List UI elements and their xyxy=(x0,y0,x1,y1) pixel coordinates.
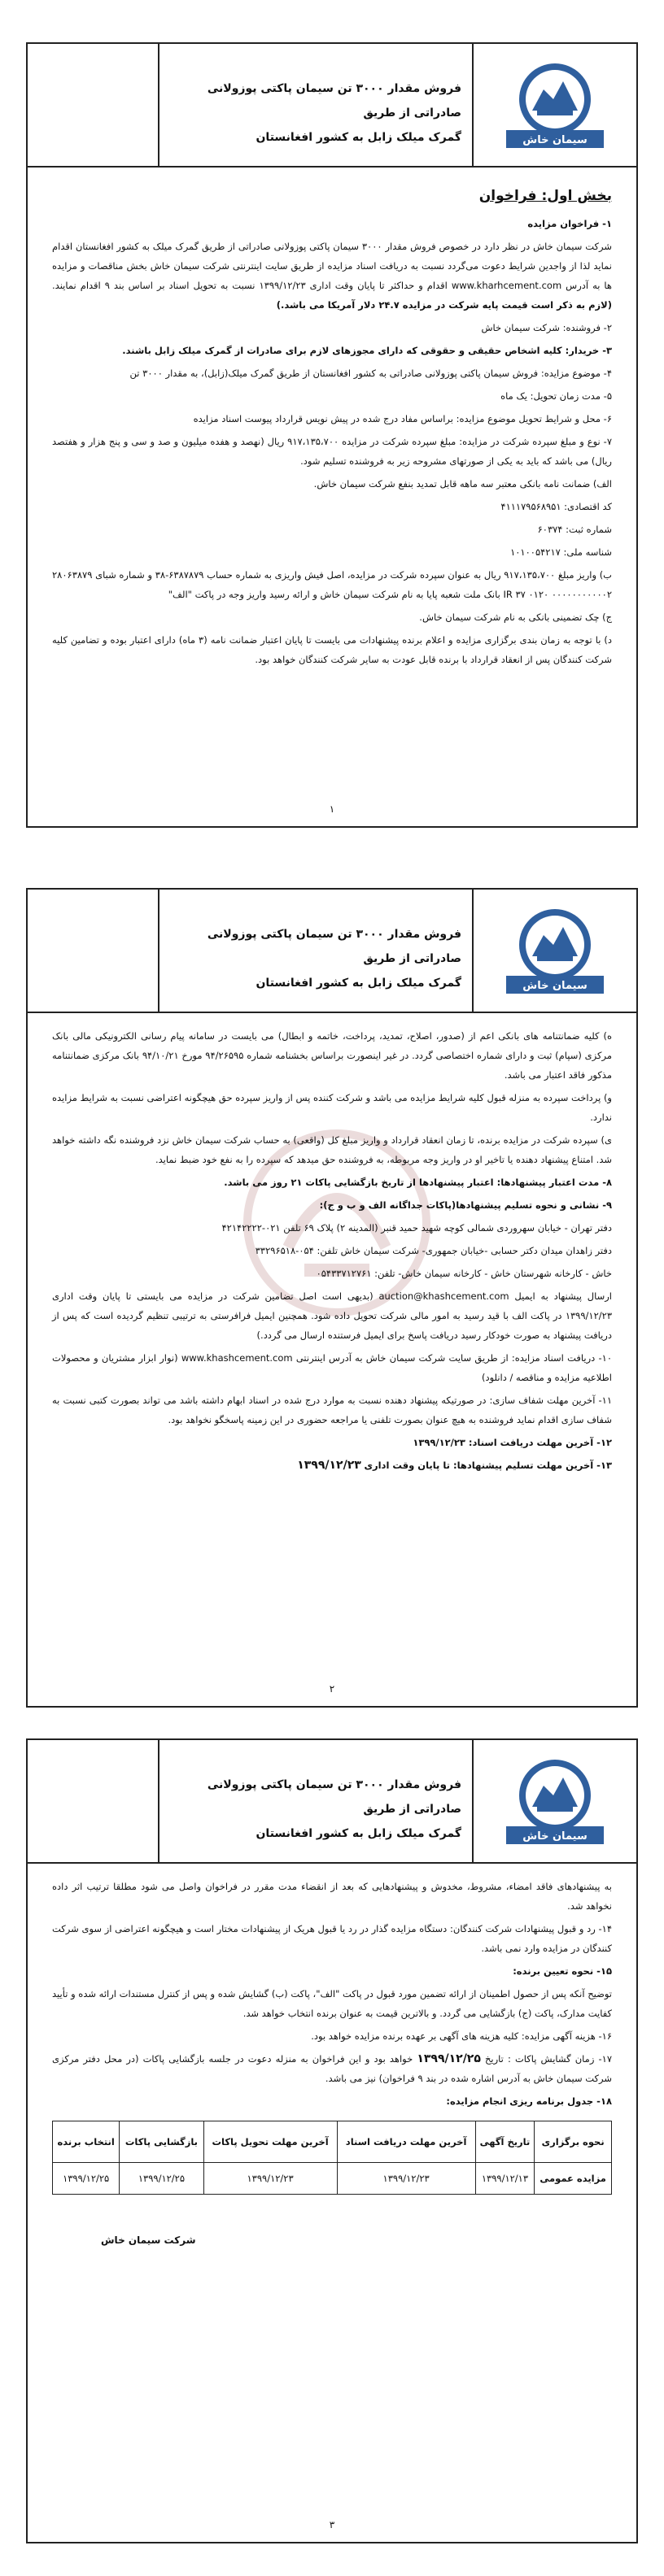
header-title-line2: گمرک میلک زابل به کشور افغانستان xyxy=(256,131,461,144)
intro-text: به پیشنهادهای فاقد امضاء، مشروط، مخدوش و پیشنهادهایی که بعد از انقضاء مدت مقرر در فراخوان واصل می شود مطلقا ترتیب اثر داده نخواهد شد. xyxy=(52,1881,612,1912)
item18-schedule-title: ۱۸- جدول برنامه ریزی انجام مزایده: xyxy=(446,2095,612,2107)
page-number: ۲ xyxy=(329,1683,335,1695)
page-header xyxy=(28,890,636,1013)
table-cell: ۱۳۹۹/۱۲/۱۳ xyxy=(475,2163,535,2195)
item15-winner-title: ۱۵- نحوه تعیین برنده: xyxy=(513,1965,612,1977)
page-header xyxy=(28,44,636,168)
item7a-guarantee: الف) ضمانت نامه بانکی معتبر سه ماهه قابل تمدید بنفع شرکت سیمان خاش. xyxy=(313,478,612,490)
item15-winner-text: توضیح آنکه پس از حصول اطمینان از ارائه تضمین مورد قبول در پاکت "الف"، پاکت (ب) گشایش شده و پس از کنترل مستندات ارائه شده و تأیید کفایت مدارک، پاکت (ج) بازگشایی می گردد. و بالاترین قیمت به عنوان برنده انتخاب خواهد شد. xyxy=(52,1988,612,2019)
page-1-body xyxy=(52,186,612,672)
item7b-deposit-transfer: ب) واریز مبلغ ۹۱۷،۱۳۵،۷۰۰ ریال به عنوان سپرده شرکت در مزایده، اصل فیش واریزی به شماره حساب ۶۳۸۷۸۷۹-۳۸ و شماره شبای ۲۸۰۶۳۸۷۹ ۰۰۰۰۰۰۰۰۰۰۰۲ ۰۱۲۰ ۳۷ IR بانک ملت شعبه پایا به نام شرکت سیمان خاش و ارائه رسید واریز وجه در پاکت "الف" xyxy=(52,569,613,600)
address-zahedan: دفتر زاهدان میدان دکتر حسابی -خیابان جمهوری- شرکت سیمان خاش تلفن: ۰۵۴-۳۳۲۹۶۵۱۸ xyxy=(255,1245,612,1256)
company-logo-icon xyxy=(490,57,620,153)
page-number: ۳ xyxy=(329,2519,335,2530)
page-3-body xyxy=(52,1877,612,2250)
table-cell: مزایده عمومی xyxy=(535,2163,612,2195)
table-header-cell: بازگشایی پاکات xyxy=(120,2121,203,2163)
item6-delivery-place: ۶- محل و شرایط تحویل موضوع مزایده: براساس مفاد درج شده در پیش نویس قرارداد پیوست اسناد مزایده xyxy=(193,413,612,424)
table-header-cell: آخرین مهلت تحویل پاکات xyxy=(203,2121,337,2163)
table-cell: ۱۳۹۹/۱۲/۲۳ xyxy=(337,2163,475,2195)
page-number: ۱ xyxy=(329,803,335,815)
table-cell: ۱۳۹۹/۱۲/۲۳ xyxy=(203,2163,337,2195)
item-v-deposit-acceptance: و) پرداخت سپرده به منزله قبول کلیه شرایط مزایده می باشد و شرکت کننده پس از واریز سپرده حق هیچگونه اعتراضی نسبت به شرایط مزایده ندارد. xyxy=(52,1092,612,1123)
page-header xyxy=(28,1740,636,1864)
header-blank-cell xyxy=(28,44,159,166)
item-h-guarantees: ه) کلیه ضمانتنامه های بانکی اعم از (صدور، اصلاح، تمدید، پرداخت، خاتمه و ابطال) می بایست در سامانه پیام رسانی الکترونیکی مالی بانک مرکزی (سپام) ثبت و دارای شماره اختصاصی گردد. در غیر اینصورت براساس بخشنامه شماره ۹۴/۲۶۵۹۵ مورخ ۹۴/۱۰/۲۱ بانک مرکزی ضمانتنامه مذکور فاقد اعتبار می باشد. xyxy=(52,1030,612,1081)
table-header-row xyxy=(53,2121,612,2163)
logo-cell xyxy=(472,1740,636,1862)
item17-opening: ۱۷- زمان گشایش پاکات : تاریخ ۱۳۹۹/۱۲/۲۵ خواهد بود و این فراخوان به منزله دعوت در جلسه بازگشایی پاکات (در محل دفتر مرکزی شرکت سیمان خاش به آدرس اشاره شده در بند ۹ فراخوان) نیز می باشد. xyxy=(52,2052,612,2084)
header-title xyxy=(160,922,461,995)
registration-number: شماره ثبت: ۶۰۳۷۴ xyxy=(537,524,612,535)
item7-deposit: ۷- نوع و مبلغ سپرده شرکت در مزایده: مبلغ سپرده شرکت در مزایده ۹۱۷،۱۳۵،۷۰۰ ریال (نهصد و هفده میلیون و صد و سی و پنج هزار و هفتصد ریال) می باشد که باید به یکی از صورتهای مشروحه زیر به فروشنده تسلیم شود. xyxy=(52,436,612,467)
header-title xyxy=(160,1773,461,1846)
header-title-line1: فروش مقدار ۳۰۰۰ تن سیمان پاکتی پوزولانی صادراتی از طریق xyxy=(207,82,461,120)
item14-acceptance: ۱۴- رد و قبول پیشنهادات شرکت کنندگان: دستگاه مزایده گذار در رد یا قبول هریک از پیشنهادات مختار است و هیچگونه اعتراضی از سوی شرکت کنندگان در مزایده وارد نمی باشد. xyxy=(52,1923,612,1954)
table-header-cell: تاریخ آگهی xyxy=(475,2121,535,2163)
item1-text: شرکت سیمان خاش در نظر دارد در خصوص فروش مقدار ۳۰۰۰ سیمان پاکتی پوزولانی صادراتی از طریق گمرک میلک به کشور افغانستان اقدام نماید لذا از واجدین شرایط دعوت می‌گردد نسبت به دریافت اسناد مزایده از طریق سایت اینترنتی شرکت سیمان خاش بخش مناقصات و مزایده ها به آدرس www.kharhcement.com اقدام و حداکثر تا پایان وقت اداری ۱۳۹۹/۱۲/۲۳ نسبت به تحویل اسناد بر اساس بند ۹ اقدام نمایند. (لازم به ذکر است قیمت پایه شرکت در مزایده ۲۴.۷ دلار آمریکا می باشد.) xyxy=(52,241,612,311)
signature: شرکت سیمان خاش xyxy=(101,2234,196,2246)
company-logo-icon xyxy=(490,903,620,999)
item3-buyer: ۳- خریدار: کلیه اشخاص حقیقی و حقوقی که دارای مجوزهای لازم برای صادرات از گمرک میلک زابل باشند. xyxy=(122,345,612,356)
header-title-line1: فروش مقدار ۳۰۰۰ تن سیمان پاکتی پوزولانی صادراتی از طریق xyxy=(207,928,461,965)
address-khash: خاش - کارخانه شهرستان خاش - کارخانه سیمان خاش- تلفن: ۰۵۴۳۳۷۱۲۷۶۱ xyxy=(316,1268,612,1279)
table-header-cell: نحوه برگزاری xyxy=(535,2121,612,2163)
header-blank-cell xyxy=(28,890,159,1012)
address-tehran: دفتر تهران - خیابان سهروردی شمالی کوچه شهید حمید قنبر (المدینه ۲) پلاک ۶۹ تلفن ۰۲۱-۴۲۱۴۲۲۲۲ xyxy=(221,1222,612,1234)
logo-cell xyxy=(472,890,636,1012)
item11-clarification: ۱۱- آخرین مهلت شفاف سازی: در صورتیکه پیشنهاد دهنده نسبت به موارد درج شده در اسناد ابهام داشته باشد می تواند بصورت کتبی نسبت به شفاف سازی اقدام نماید فروشنده به هیچ عنوان بصورت تلفنی یا مراجعه حضوری در این زمینه پاسخگو نخواهد بود. xyxy=(52,1395,612,1425)
item10-documents: ۱۰- دریافت اسناد مزایده: از طریق سایت شرکت سیمان خاش به آدرس اینترنتی www.khashcement.com (نوار ابزار مشتریان و محصولات اطلاعیه مزایده و مناقصه / دانلود) xyxy=(52,1352,612,1383)
item5-delivery-time: ۵- مدت زمان تحویل: یک ماه xyxy=(500,390,612,402)
company-logo-icon xyxy=(490,1753,620,1849)
item9-address-title: ۹- نشانی و نحوه تسلیم پیشنهادها(پاکات جداگانه الف و ب و ج): xyxy=(319,1199,612,1211)
national-id: شناسه ملی: ۱۰۱۰۰۵۴۲۱۷ xyxy=(510,546,612,558)
schedule-table xyxy=(52,2121,612,2195)
table-row xyxy=(53,2163,612,2195)
item2-seller: ۲- فروشنده: شرکت سیمان خاش xyxy=(481,322,612,333)
svg-text:سیمان خاش: سیمان خاش xyxy=(522,1830,588,1843)
economic-code: کد اقتصادی: ۴۱۱۱۷۹۵۶۸۹۵۱ xyxy=(500,501,612,512)
page-2-body xyxy=(52,1026,612,1478)
svg-text:سیمان خاش: سیمان خاش xyxy=(522,134,588,146)
item7d-validity: د) با توجه به زمان بندی برگزاری مزایده و اعلام برنده پیشنهادات می بایست تا پایان اعتبار ضمانت نامه (۳ ماه) دارای اعتبار بوده و تضامین کلیه شرکت کنندگان پس از انعقاد قرارداد با برنده قابل عودت به سایر شرکت کنندگان خواهد بود. xyxy=(52,634,612,665)
address-email: ارسال پیشنهاد به ایمیل auction@khashcement.com (بدیهی است اصل تضامین شرکت در مزایده می بایستی تا پایان وقت اداری ۱۳۹۹/۱۲/۲۳ در پاکت الف با قید رسید به امور مالی شرکت تحویل داده شود. همچنین ایمیل فرافرستی به ترتیبی تنظیم گردیده است که پس از دریافت پیشنهاد به صورت خودکار رسید دریافت پاسخ برای ایمیل فرستنده ارسال می گردد.) xyxy=(52,1290,612,1341)
item4-subject: ۴- موضوع مزایده: فروش سیمان پاکتی پوزولانی صادراتی به کشور افغانستان از طریق گمرک میلک(زابل)، به مقدار ۳۰۰۰ تن xyxy=(129,368,612,379)
logo-cell xyxy=(472,44,636,166)
item-z-deposit-hold: ی) سپرده شرکت در مزایده برنده، تا زمان انعقاد قرارداد و واریز مبلغ کل (واقعی) به حساب شرکت سیمان خاش نزد فروشنده نگه داشته خواهد شد. امتناع پیشنهاد دهنده یا تاخیر او در واریز وجه مربوطه، به فروشنده حق میدهد که سپرده را به نفع خود ضبط نماید. xyxy=(52,1134,612,1165)
header-blank-cell xyxy=(28,1740,159,1862)
item8-validity: ۸- مدت اعتبار پیشنهادها: اعتبار پیشنهادها از تاریخ بازگشایی پاکات ۲۱ روز می باشد. xyxy=(224,1177,612,1188)
section-title: بخش اول: فراخوان xyxy=(478,188,612,204)
table-cell: ۱۳۹۹/۱۲/۲۵ xyxy=(53,2163,120,2195)
document-page-2 xyxy=(26,888,638,1708)
header-title-line1: فروش مقدار ۳۰۰۰ تن سیمان پاکتی پوزولانی صادراتی از طریق xyxy=(207,1778,461,1816)
table-header-cell: انتخاب برنده xyxy=(53,2121,120,2163)
table-cell: ۱۳۹۹/۱۲/۲۵ xyxy=(120,2163,203,2195)
svg-text:سیمان خاش: سیمان خاش xyxy=(522,980,588,992)
header-title-line2: گمرک میلک زابل به کشور افغانستان xyxy=(256,977,461,990)
header-title-line2: گمرک میلک زابل به کشور افغانستان xyxy=(256,1827,461,1840)
item1-title: ۱- فراخوان مزایده xyxy=(527,218,612,229)
item13-submission-deadline: ۱۳- آخرین مهلت تسلیم پیشنهادها: تا پایان وقت اداری ۱۳۹۹/۱۲/۲۳ xyxy=(297,1459,612,1472)
table-header-cell: آخرین مهلت دریافت اسناد xyxy=(337,2121,475,2163)
document-page-1 xyxy=(26,42,638,828)
item12-doc-deadline: ۱۲- آخرین مهلت دریافت اسناد: ۱۳۹۹/۱۲/۲۳ xyxy=(413,1437,612,1448)
document-page-3 xyxy=(26,1738,638,2543)
header-title xyxy=(160,76,461,150)
item7c-cheque: ج) چک تضمینی بانکی به نام شرکت سیمان خاش. xyxy=(419,611,612,623)
item16-ad-cost: ۱۶- هزینه آگهی مزایده: کلیه هزینه های آگهی بر عهده برنده مزایده خواهد بود. xyxy=(311,2030,612,2042)
